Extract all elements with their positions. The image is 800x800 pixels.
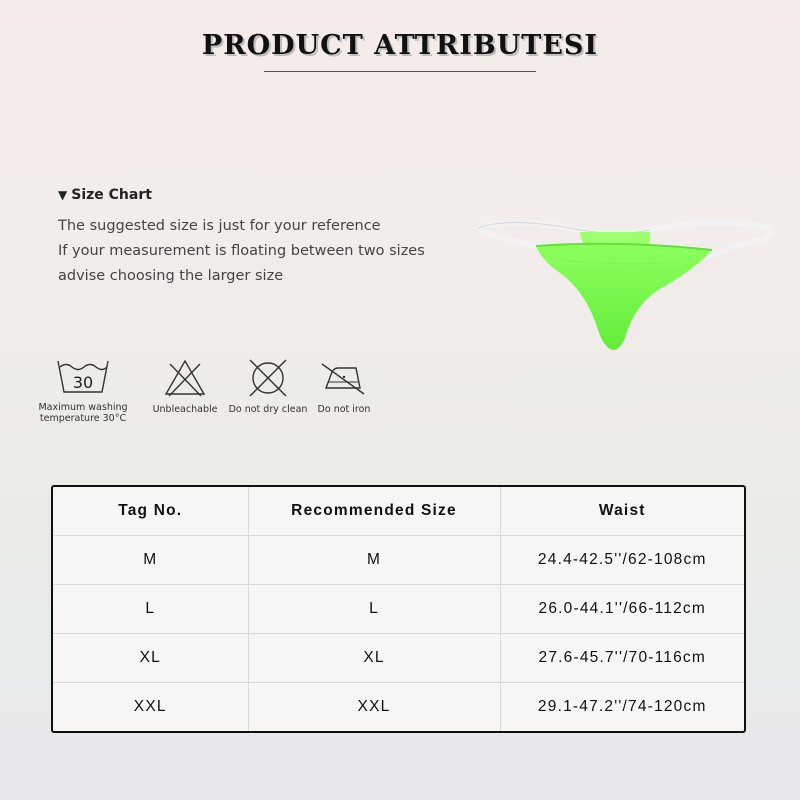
no-iron-icon	[320, 358, 368, 398]
table-cell: XXL	[248, 683, 500, 731]
column-header-recommended-size: Recommended Size	[248, 487, 500, 535]
size-chart-heading-text: Size Chart	[71, 187, 152, 203]
table-cell: 24.4-42.5''/62-108cm	[500, 535, 744, 584]
care-item-iron	[314, 358, 374, 415]
table-cell: XL	[248, 634, 500, 683]
table-cell: M	[53, 535, 248, 584]
table-row	[53, 584, 744, 633]
care-label: Unbleachable	[152, 404, 218, 415]
table-cell: L	[53, 584, 248, 633]
care-label: Maximum washing temperature 30°C	[38, 402, 128, 424]
title-divider	[264, 71, 536, 72]
table-cell: XXL	[53, 683, 248, 731]
product-image	[470, 210, 780, 364]
table-header-row	[53, 487, 744, 535]
table-cell: L	[248, 584, 500, 633]
wash-temperature-number: 30	[72, 373, 94, 392]
table-cell: 27.6-45.7''/70-116cm	[500, 634, 744, 683]
green-thong-icon	[470, 210, 780, 360]
table-row	[53, 683, 744, 731]
table-cell: 29.1-47.2''/74-120cm	[537, 698, 707, 716]
table-row	[53, 634, 744, 683]
table-cell: 26.0-44.1''/66-112cm	[500, 584, 744, 633]
care-item-dry-clean	[230, 358, 306, 415]
care-item-bleach	[154, 358, 216, 415]
table-row	[53, 535, 744, 584]
table-cell: M	[248, 535, 500, 584]
care-item-wash	[38, 358, 128, 424]
page-title: PRODUCT ATTRIBUTESI	[201, 30, 599, 61]
care-label: Do not iron	[317, 404, 371, 415]
column-header-waist: Waist	[500, 487, 744, 535]
size-table	[51, 485, 746, 733]
no-dry-clean-icon	[246, 358, 290, 398]
size-chart-heading	[58, 187, 152, 203]
care-label: Do not dry clean	[228, 404, 308, 415]
no-bleach-icon	[163, 358, 207, 398]
description-line: The suggested size is just for your reference	[58, 218, 381, 234]
table-cell: XL	[53, 634, 248, 683]
triangle-down-icon: ▼	[58, 188, 68, 202]
description-line: advise choosing the larger size	[58, 268, 284, 284]
wash-30-icon	[55, 358, 111, 396]
size-chart-description	[58, 214, 425, 289]
description-line: If your measurement is floating between two sizes	[58, 243, 425, 259]
column-header-tag: Tag No.	[53, 487, 248, 535]
